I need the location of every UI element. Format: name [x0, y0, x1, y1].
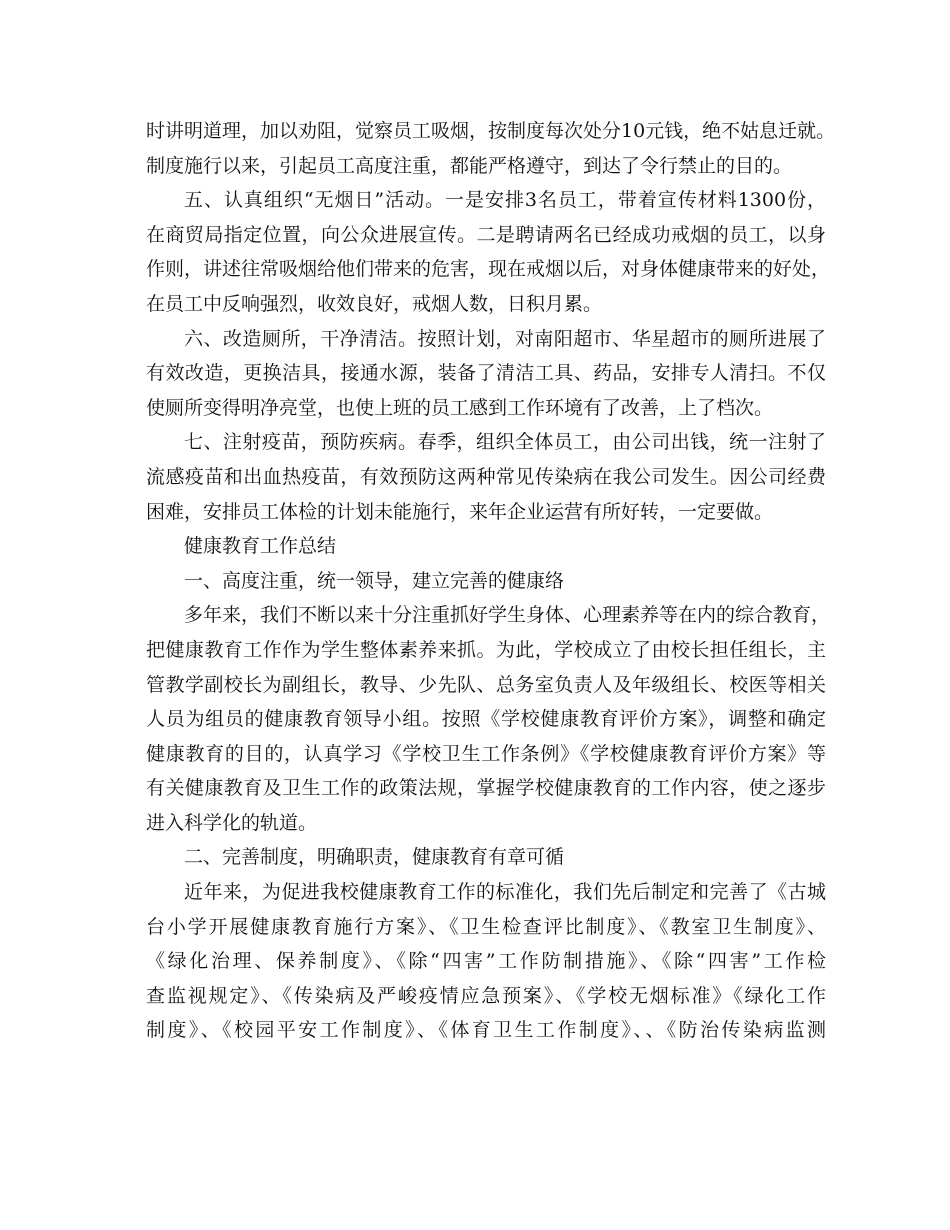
text-line: 台小学开展健康教育施行方案》、《卫生检查评比制度》、《教室卫生制度》、: [146, 915, 826, 938]
text-line: 在商贸局指定位置，向公众进展宣传。二是聘请两名已经成功戒烟的员工，以身: [146, 223, 826, 246]
text-line: 作则，讲述往常吸烟给他们带来的危害，现在戒烟以后，对身体健康带来的好处，: [146, 258, 831, 281]
text-line: 时讲明道理，加以劝阻，觉察员工吸烟，按制度每次处分10元钱，绝不姑息迁就。: [146, 120, 836, 142]
text-line: 人员为组员的健康教育领导小组。按照《学校健康教育评价方案》，调整和确定: [146, 708, 826, 731]
text-line: 管教学副校长为副组长，教导、少先队、总务室负责人及年级组长、校医等相关: [146, 673, 826, 696]
text-line: 有效改造，更换洁具，接通水源，装备了清洁工具、药品，安排专人清扫。不仅: [146, 362, 826, 385]
text-line: 五、认真组织“无烟日”活动。一是安排3名员工，带着宣传材料1300份，: [184, 189, 826, 212]
text-line: 六、改造厕所，干净清洁。按照计划，对南阳超市、华星超市的厕所进展了: [184, 327, 826, 350]
text-line: 查监视规定》、《传染病及严峻疫情应急预案》、《学校无烟标准》《绿化工作: [146, 984, 826, 1007]
text-line: 制度》、《校园平安工作制度》、《体育卫生工作制度》、、《防治传染病监测: [146, 1019, 826, 1042]
text-line: 使厕所变得明净亮堂，也使上班的员工感到工作环境有了改善，上了档次。: [146, 396, 774, 419]
text-line: 困难，安排员工体检的计划未能施行，来年企业运营有所好转，一定要做。: [146, 500, 774, 523]
text-line: 多年来，我们不断以来十分注重抓好学生身体、心理素养等在内的综合教育，: [184, 604, 831, 627]
subsection-heading: 二、完善制度，明确职责，健康教育有章可循: [184, 846, 565, 869]
text-line: 七、注射疫苗，预防疾病。春季，组织全体员工，由公司出钱，统一注射了: [184, 431, 826, 454]
subsection-heading: 一、高度注重，统一领导，建立完善的健康络: [184, 569, 565, 592]
section-heading: 健康教育工作总结: [184, 535, 337, 558]
text-line: 流感疫苗和出血热疫苗，有效预防这两种常见传染病在我公司发生。因公司经费: [146, 465, 826, 488]
text-line: 制度施行以来，引起员工高度注重，都能严格遵守，到达了令行禁止的目的。: [146, 154, 793, 177]
body-text: [146, 114, 836, 1048]
text-line: 健康教育的目的，认真学习《学校卫生工作条例》《学校健康教育评价方案》等: [146, 742, 826, 765]
text-line: 在员工中反响强烈，收效良好，戒烟人数，日积月累。: [146, 292, 603, 315]
text-line: 有关健康教育及卫生工作的政策法规，掌握学校健康教育的工作内容，使之逐步: [146, 777, 826, 800]
text-line: 进入科学化的轨道。: [146, 811, 318, 834]
text-line: 《绿化治理、保养制度》、《除“四害”工作防制措施》、《除“四害”工作检: [146, 950, 826, 973]
text-line: 把健康教育工作作为学生整体素养来抓。为此，学校成立了由校长担任组长，主: [146, 638, 826, 661]
text-line: 近年来，为促进我校健康教育工作的标准化，我们先后制定和完善了《古城: [184, 881, 826, 904]
